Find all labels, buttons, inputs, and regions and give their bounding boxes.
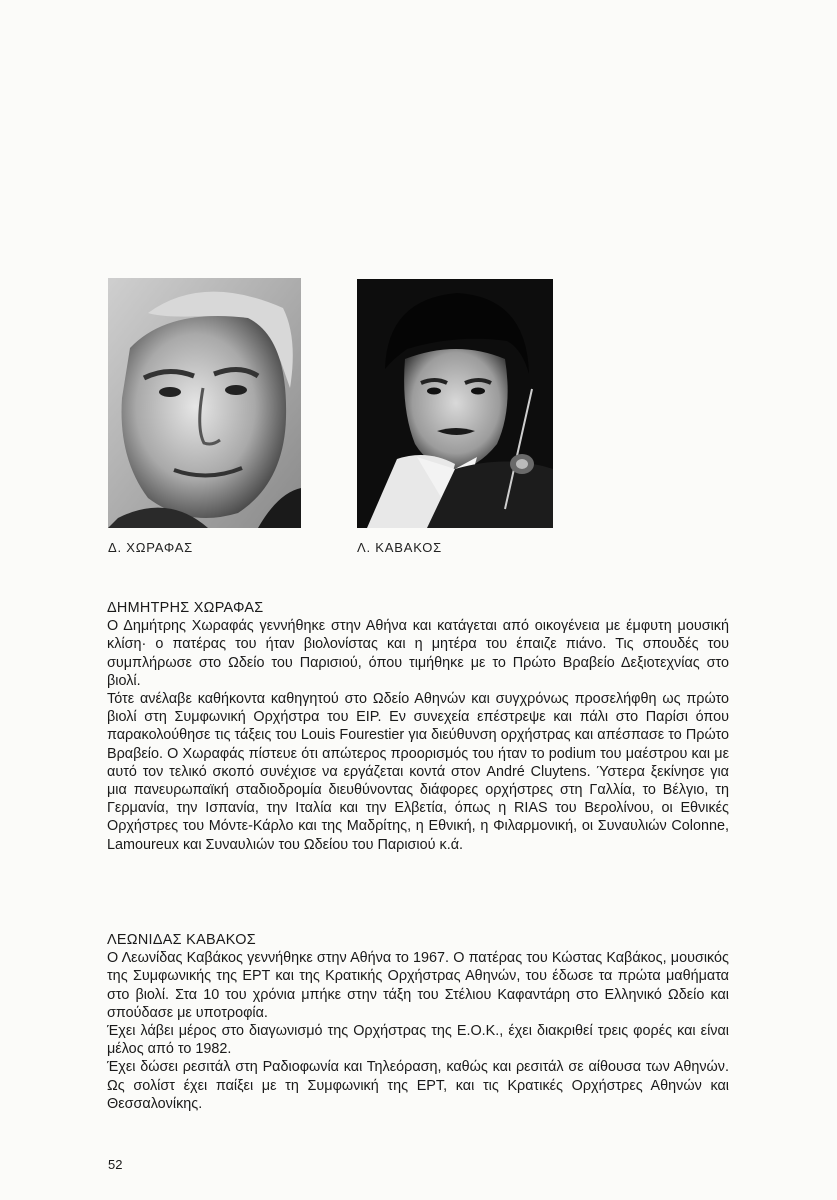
biography-paragraph: Τότε ανέλαβε καθήκοντα καθηγητού στο Ωδείο Αθηνών και συγχρόνως προσελήφθη ως πρώτο βιολί στη Συμφωνική Ορχήστρα του ΕΙΡ. Εν συνεχεία επέστρεψε και πάλι στο Παρίσι όπου παρακολούθησε τις τάξεις του Louis Fourestier για διεύθυνση ορχήστρας και απέσπασε το Πρώτο Βραβείο. Ο Χωραφάς πίστευε ότι απώτερος προορισμός του ήταν το podium του μαέστρου και με αυτό τον τελικό σκοπό συνέχισε να εργάζεται κοντά στον André Cluytens. Ύστερα ξεκίνησε για μια πανευρωπαϊκή σταδιοδρομία διευθύνοντας διάφορες ορχήστρες στη Γαλλία, το Βέλγιο, τη Γερμανία, την Ισπανία, την Ιταλία και την Ελβετία, όπως η RIAS του Βερολίνου, οι Εθνικές Ορχήστρες του Μόντε-Κάρλο και της Μαδρίτης, η Εθνική, η Φιλαρμονική, οι Συναυλιών Colonne, Lamoureux και Συναυλιών του Ωδείου του Παρισιού κ.ά. (107, 691, 729, 853)
biography-paragraph: Έχει λάβει μέρος στο διαγωνισμό της Ορχήστρας της Ε.Ο.Κ., έχει διακριθεί τρεις φορές και είναι μέλος από το 1982. (107, 1023, 729, 1058)
biography-paragraph: Ο Δημήτρης Χωραφάς γεννήθηκε στην Αθήνα και κατάγεται από οικογένεια με έμφυτη μουσική κλίση· ο πατέρας του ήταν βιολονίστας και η μητέρα του έπαιζε πιάνο. Τις σπουδές του συμπλήρωσε στο Ωδείο του Παρισιού, όπου τιμήθηκε με το Πρώτο Βραβείο Δεξιοτεχνίας στο βιολί. (107, 618, 729, 689)
portrait-image-chorafas (108, 278, 301, 528)
biography-kavakos (107, 931, 729, 1113)
biography-paragraph: Ο Λεωνίδας Καβάκος γεννήθηκε στην Αθήνα το 1967. Ο πατέρας του Κώστας Καβάκος, μουσικός της Συμφωνικής της ΕΡΤ και της Κρατικής Ορχήστρας Αθηνών, του έδωσε τα πρώτα μαθήματα στο βιολί. Στα 10 του χρόνια μπήκε στην τάξη του Στέλιου Καφαντάρη στο Ελληνικό Ωδείο και σπούδασε με υποτροφία. (107, 950, 729, 1021)
biography-name: ΔΗΜΗΤΡΗΣ ΧΩΡΑΦΑΣ (107, 600, 264, 616)
biography-chorafas (107, 599, 729, 854)
biography-name: ΛΕΩΝΙΔΑΣ ΚΑΒΑΚΟΣ (107, 932, 256, 948)
portrait-photo-chorafas (108, 278, 301, 528)
photo-caption-kavakos: Λ. ΚΑΒΑΚΟΣ (357, 540, 443, 555)
biography-paragraph: Έχει δώσει ρεσιτάλ στη Ραδιοφωνία και Τηλεόραση, καθώς και ρεσιτάλ σε αίθουσα των Αθηνών. Ως σολίστ έχει παίξει με τη Συμφωνική της ΕΡΤ, και τις Κρατικές Ορχήστρες Αθηνών και Θεσσαλονίκης. (107, 1059, 729, 1112)
page-number: 52 (108, 1157, 123, 1172)
portrait-photo-kavakos (357, 279, 553, 528)
portrait-image-kavakos (357, 279, 553, 528)
photo-caption-chorafas: Δ. ΧΩΡΑΦΑΣ (108, 540, 194, 555)
